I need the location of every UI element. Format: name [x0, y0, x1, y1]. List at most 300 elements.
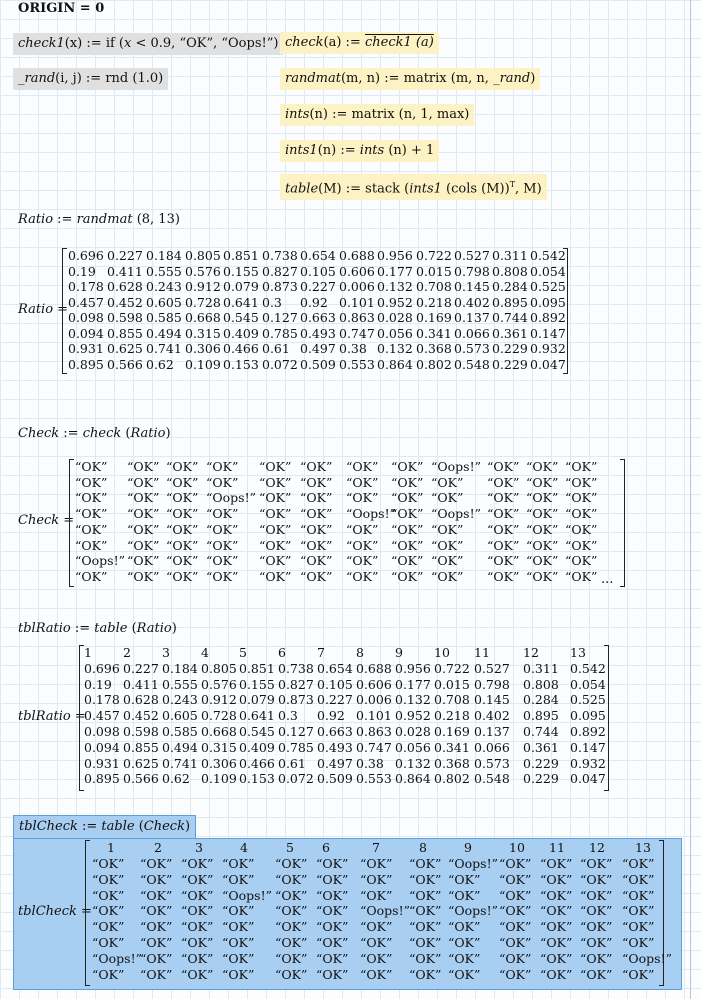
ratio-cell-r2-c5: 0.155	[223, 263, 259, 279]
ratio-cell-r7-c8: 0.38	[339, 341, 367, 356]
check-cell-r3-c8: “OK”	[391, 490, 424, 506]
check-definition[interactable]: check(a) := check1 (a)	[280, 32, 439, 54]
tblratio-cell-r6-c12: 0.361	[523, 739, 559, 755]
ratio-cell-r1-c6: 0.738	[262, 248, 298, 263]
tblcheck-cell-r6-c3: “OK”	[181, 935, 214, 950]
tblratio-cell-r2-c11: 0.798	[474, 676, 510, 692]
ratio-cell-r7-c3: 0.741	[146, 341, 182, 356]
tblcheck-cell-r8-c8: “OK”	[409, 966, 442, 982]
tblratio-cell-r0-c13: 13	[570, 645, 586, 660]
tblcheck-cell-r7-c11: “OK”	[540, 950, 573, 966]
tblcheck-header-c6: 6	[322, 840, 330, 855]
tblcheck-cell-r1-c11: “OK”	[540, 856, 573, 871]
ratio-cell-r6-c12: 0.361	[492, 325, 528, 341]
tblratio-cell-r5-c2: 0.598	[123, 724, 159, 739]
tblratio-cell-r7-c5: 0.466	[239, 755, 275, 771]
rand-definition[interactable]: _rand(i, j) := rnd (1.0)	[13, 68, 168, 90]
check-cell-r4-c11: “OK”	[526, 506, 559, 522]
ratio-cell-r7-c4: 0.306	[185, 341, 221, 356]
tblcheck-cell-r5-c4: “OK”	[222, 919, 255, 935]
tblratio-cell-r4-c10: 0.218	[434, 708, 470, 724]
tblratio-cell-r5-c12: 0.744	[523, 724, 559, 739]
tblratio-cell-r4-c8: 0.101	[356, 708, 392, 724]
tblratio-cell-r2-c8: 0.606	[356, 676, 392, 692]
tblratio-cell-r2-c10: 0.015	[434, 676, 470, 692]
check-cell-r4-c4: “OK”	[206, 506, 239, 522]
tblcheck-cell-r5-c3: “OK”	[181, 919, 214, 935]
tblratio-cell-r1-c5: 0.851	[239, 660, 275, 676]
tblcheck-cell-r4-c9: “Oops!”	[448, 903, 498, 919]
tblratio-cell-r6-c3: 0.494	[162, 739, 198, 755]
tblcheck-cell-r8-c3: “OK”	[181, 966, 214, 982]
tblcheck-header-c2: 2	[154, 840, 162, 855]
ratio-cell-r8-c9: 0.864	[377, 356, 413, 372]
tblratio-cell-r8-c3: 0.62	[162, 771, 190, 787]
tblcheck-cell-r2-c13: “OK”	[622, 871, 655, 887]
ratio-cell-r2-c7: 0.105	[300, 263, 336, 279]
tblratio-cell-r8-c10: 0.802	[434, 771, 470, 787]
tblcheck-cell-r1-c2: “OK”	[140, 856, 173, 871]
tblcheck-cell-r7-c2: “OK”	[140, 950, 173, 966]
ratio-cell-r4-c10: 0.218	[416, 294, 452, 310]
tblratio-cell-r6-c9: 0.056	[395, 739, 431, 755]
tblcheck-result-label: tblCheck =	[18, 904, 92, 919]
ratio-cell-r2-c13: 0.054	[530, 263, 566, 279]
tblratio-cell-r6-c10: 0.341	[434, 739, 470, 755]
ratio-cell-r1-c4: 0.805	[185, 248, 221, 263]
tblcheck-cell-r6-c6: “OK”	[316, 935, 349, 950]
tblcheck-header-c10: 10	[509, 840, 525, 855]
check-cell-r3-c11: “OK”	[526, 490, 559, 506]
tblcheck-cell-r6-c7: “OK”	[360, 935, 393, 950]
check-cell-r4-c10: “OK”	[487, 506, 520, 522]
ratio-cell-r2-c4: 0.576	[185, 263, 221, 279]
origin-region[interactable]: ORIGIN = 0	[18, 1, 105, 16]
tblcheck-cell-r3-c7: “OK”	[360, 887, 393, 903]
tblcheck-cell-r8-c13: “OK”	[622, 966, 655, 982]
tblcheck-cell-r8-c10: “OK”	[499, 966, 532, 982]
check-cell-r6-c3: “OK”	[166, 537, 199, 553]
check-cell-r5-c10: “OK”	[487, 521, 520, 537]
tblratio-cell-r0-c10: 10	[434, 645, 450, 660]
check-cell-r6-c4: “OK”	[206, 537, 239, 553]
tblratio-cell-r0-c6: 6	[278, 645, 286, 660]
tblratio-cell-r3-c8: 0.006	[356, 692, 392, 708]
tblcheck-cell-r8-c4: “OK”	[222, 966, 255, 982]
check-cell-r7-c1: “Oops!”	[75, 553, 125, 569]
check-cell-r8-c8: “OK”	[391, 568, 424, 584]
ratio-cell-r1-c3: 0.184	[146, 248, 182, 263]
check-cell-r1-c8: “OK”	[391, 459, 424, 474]
ratio-cell-r3-c4: 0.912	[185, 279, 221, 294]
check-cell-r5-c7: “OK”	[346, 521, 379, 537]
ratio-cell-r2-c11: 0.798	[454, 263, 490, 279]
tblratio-cell-r1-c7: 0.654	[317, 660, 353, 676]
tblratio-definition[interactable]: tblRatio := table (Ratio)	[18, 621, 177, 636]
ratio-cell-r6-c5: 0.409	[223, 325, 259, 341]
check-cell-r1-c4: “OK”	[206, 459, 239, 474]
tblratio-cell-r7-c4: 0.306	[201, 755, 237, 771]
check-cell-r5-c2: “OK”	[127, 521, 160, 537]
tblcheck-header-c1: 1	[107, 840, 115, 855]
check-cell-r2-c8: “OK”	[391, 474, 424, 490]
check-cell-r2-c12: “OK”	[565, 474, 598, 490]
tblratio-cell-r5-c4: 0.668	[201, 724, 237, 739]
tblratio-cell-r3-c10: 0.708	[434, 692, 470, 708]
tblratio-cell-r1-c9: 0.956	[395, 660, 431, 676]
tblcheck-header-c3: 3	[195, 840, 203, 855]
tblratio-cell-r0-c5: 5	[239, 645, 247, 660]
check-result-label: Check =	[18, 513, 75, 528]
tblcheck-cell-r1-c8: “OK”	[409, 856, 442, 871]
ratio-cell-r4-c7: 0.92	[300, 294, 328, 310]
check-ellipsis[interactable]: ...	[601, 572, 614, 587]
tblcheck-cell-r5-c2: “OK”	[140, 919, 173, 935]
check-cell-r6-c1: “OK”	[75, 537, 108, 553]
check-cell-r8-c2: “OK”	[127, 568, 160, 584]
tblratio-cell-r1-c1: 0.696	[84, 660, 120, 676]
check-cell-r1-c1: “OK”	[75, 459, 108, 474]
tblcheck-cell-r6-c9: “OK”	[448, 935, 481, 950]
ratio-cell-r1-c12: 0.311	[492, 248, 528, 263]
tblcheck-cell-r1-c10: “OK”	[499, 856, 532, 871]
ratio-cell-r6-c6: 0.785	[262, 325, 298, 341]
check-cell-r1-c5: “OK”	[259, 459, 292, 474]
tblcheck-cell-r2-c9: “OK”	[448, 871, 481, 887]
tblcheck-cell-r5-c5: “OK”	[275, 919, 308, 935]
check-cell-r8-c9: “OK”	[431, 568, 464, 584]
check-cell-r5-c6: “OK”	[300, 521, 333, 537]
tblcheck-cell-r2-c7: “OK”	[360, 871, 393, 887]
check-cell-r3-c1: “OK”	[75, 490, 108, 506]
ratio-cell-r3-c12: 0.284	[492, 279, 528, 294]
ratio-cell-r2-c3: 0.555	[146, 263, 182, 279]
ratio-cell-r8-c11: 0.548	[454, 356, 490, 372]
tblratio-cell-r7-c7: 0.497	[317, 755, 353, 771]
tblratio-cell-r4-c2: 0.452	[123, 708, 159, 724]
tblratio-cell-r0-c12: 12	[523, 645, 539, 660]
tblcheck-cell-r4-c6: “OK”	[316, 903, 349, 919]
tblratio-cell-r8-c11: 0.548	[474, 771, 510, 787]
tblcheck-cell-r7-c4: “OK”	[222, 950, 255, 966]
ratio-cell-r8-c6: 0.072	[262, 356, 298, 372]
check-cell-r4-c12: “OK”	[565, 506, 598, 522]
ratio-cell-r8-c5: 0.153	[223, 356, 259, 372]
tblcheck-cell-r6-c1: “OK”	[92, 935, 125, 950]
tblcheck-cell-r5-c9: “OK”	[448, 919, 481, 935]
tblratio-cell-r5-c10: 0.169	[434, 724, 470, 739]
tblratio-cell-r4-c1: 0.457	[84, 708, 120, 724]
tblcheck-header-c4: 4	[240, 840, 248, 855]
ratio-cell-r3-c13: 0.525	[530, 279, 566, 294]
tblcheck-header-c8: 8	[419, 840, 427, 855]
ratio-cell-r8-c8: 0.553	[339, 356, 375, 372]
ints1-definition[interactable]: ints1(n) := ints (n) + 1	[280, 140, 439, 162]
ratio-cell-r2-c1: 0.19	[68, 263, 96, 279]
ratio-cell-r2-c9: 0.177	[377, 263, 413, 279]
tblcheck-cell-r5-c1: “OK”	[92, 919, 125, 935]
tblratio-cell-r6-c2: 0.855	[123, 739, 159, 755]
ratio-cell-r6-c13: 0.147	[530, 325, 566, 341]
check-cell-r7-c2: “OK”	[127, 553, 160, 569]
ratio-cell-r4-c2: 0.452	[107, 294, 143, 310]
check-cell-r2-c10: “OK”	[487, 474, 520, 490]
ratio-left-bracket	[62, 248, 67, 374]
check-cell-r1-c7: “OK”	[346, 459, 379, 474]
tblratio-cell-r0-c3: 3	[162, 645, 170, 660]
tblcheck-cell-r8-c5: “OK”	[275, 966, 308, 982]
check-cell-r4-c6: “OK”	[300, 506, 333, 522]
check-cell-r7-c3: “OK”	[166, 553, 199, 569]
tblratio-cell-r2-c1: 0.19	[84, 676, 112, 692]
check-cell-r7-c6: “OK”	[300, 553, 333, 569]
tblcheck-cell-r7-c12: “OK”	[580, 950, 613, 966]
tblratio-cell-r2-c9: 0.177	[395, 676, 431, 692]
ratio-cell-r3-c11: 0.145	[454, 279, 490, 294]
check-cell-r1-c6: “OK”	[300, 459, 333, 474]
tblcheck-cell-r2-c1: “OK”	[92, 871, 125, 887]
randmat-definition[interactable]: randmat(m, n) := matrix (m, n, _rand)	[280, 68, 540, 90]
tblratio-cell-r0-c1: 1	[84, 645, 92, 660]
tblcheck-cell-r5-c11: “OK”	[540, 919, 573, 935]
ratio-cell-r6-c8: 0.747	[339, 325, 375, 341]
tblcheck-cell-r6-c10: “OK”	[499, 935, 532, 950]
ratio-cell-r1-c13: 0.542	[530, 248, 566, 263]
tblcheck-cell-r6-c5: “OK”	[275, 935, 308, 950]
check-cell-r3-c7: “OK”	[346, 490, 379, 506]
ratio-cell-r7-c6: 0.61	[262, 341, 290, 356]
tblratio-cell-r3-c9: 0.132	[395, 692, 431, 708]
ratio-cell-r6-c11: 0.066	[454, 325, 490, 341]
check-cell-r5-c3: “OK”	[166, 521, 199, 537]
ratio-cell-r7-c9: 0.132	[377, 341, 413, 356]
ratio-cell-r5-c8: 0.863	[339, 310, 375, 325]
tblratio-cell-r7-c2: 0.625	[123, 755, 159, 771]
ratio-cell-r8-c7: 0.509	[300, 356, 336, 372]
tblratio-cell-r4-c13: 0.095	[570, 708, 606, 724]
ratio-cell-r8-c4: 0.109	[185, 356, 221, 372]
tblratio-cell-r2-c13: 0.054	[570, 676, 606, 692]
tblratio-cell-r5-c7: 0.663	[317, 724, 353, 739]
ratio-cell-r1-c10: 0.722	[416, 248, 452, 263]
tblcheck-cell-r6-c2: “OK”	[140, 935, 173, 950]
ratio-cell-r6-c1: 0.094	[68, 325, 104, 341]
tblratio-cell-r3-c2: 0.628	[123, 692, 159, 708]
tblratio-cell-r3-c3: 0.243	[162, 692, 198, 708]
ratio-cell-r4-c1: 0.457	[68, 294, 104, 310]
check-cell-r4-c2: “OK”	[127, 506, 160, 522]
tblratio-cell-r1-c6: 0.738	[278, 660, 314, 676]
tblratio-cell-r2-c12: 0.808	[523, 676, 559, 692]
ratio-cell-r8-c10: 0.802	[416, 356, 452, 372]
check-cell-r3-c6: “OK”	[300, 490, 333, 506]
tblratio-cell-r7-c13: 0.932	[570, 755, 606, 771]
check-cell-r1-c3: “OK”	[166, 459, 199, 474]
tblcheck-cell-r5-c12: “OK”	[580, 919, 613, 935]
tblcheck-cell-r8-c11: “OK”	[540, 966, 573, 982]
tblratio-cell-r0-c7: 7	[317, 645, 325, 660]
tblcheck-cell-r3-c1: “OK”	[92, 887, 125, 903]
ratio-cell-r1-c5: 0.851	[223, 248, 259, 263]
ratio-cell-r2-c6: 0.827	[262, 263, 298, 279]
tblratio-cell-r1-c4: 0.805	[201, 660, 237, 676]
tblratio-cell-r1-c2: 0.227	[123, 660, 159, 676]
tblratio-cell-r8-c12: 0.229	[523, 771, 559, 787]
ratio-cell-r4-c13: 0.095	[530, 294, 566, 310]
check-cell-r1-c2: “OK”	[127, 459, 160, 474]
tblcheck-cell-r1-c6: “OK”	[316, 856, 349, 871]
tblcheck-cell-r3-c3: “OK”	[181, 887, 214, 903]
tblcheck-cell-r7-c13: “Oops!”	[622, 950, 672, 966]
table-definition[interactable]: table(M) := stack (ints1 (cols (M))$^T$, M)	[280, 174, 547, 200]
check-cell-r2-c9: “OK”	[431, 474, 464, 490]
ratio-cell-r4-c9: 0.952	[377, 294, 413, 310]
tblcheck-cell-r7-c7: “OK”	[360, 950, 393, 966]
tblratio-cell-r8-c9: 0.864	[395, 771, 431, 787]
ratio-cell-r1-c11: 0.527	[454, 248, 490, 263]
tblratio-cell-r4-c5: 0.641	[239, 708, 275, 724]
ratio-cell-r5-c9: 0.028	[377, 310, 413, 325]
tblcheck-cell-r3-c12: “OK”	[580, 887, 613, 903]
tblcheck-header-c5: 5	[286, 840, 294, 855]
tblratio-cell-r4-c9: 0.952	[395, 708, 431, 724]
ratio-cell-r4-c3: 0.605	[146, 294, 182, 310]
check-cell-r2-c11: “OK”	[526, 474, 559, 490]
tblratio-cell-r1-c10: 0.722	[434, 660, 470, 676]
tblcheck-cell-r1-c1: “OK”	[92, 856, 125, 871]
tblcheck-cell-r4-c10: “OK”	[499, 903, 532, 919]
check-cell-r2-c1: “OK”	[75, 474, 108, 490]
check1-definition[interactable]: check1(x) := if (x < 0.9, “OK”, “Oops!”)	[13, 33, 283, 55]
ratio-cell-r5-c5: 0.545	[223, 310, 259, 325]
tblcheck-definition[interactable]: tblCheck := table (Check)	[13, 815, 196, 839]
check-cell-r2-c6: “OK”	[300, 474, 333, 490]
tblcheck-cell-r3-c6: “OK”	[316, 887, 349, 903]
tblcheck-cell-r5-c13: “OK”	[622, 919, 655, 935]
ratio-cell-r8-c2: 0.566	[107, 356, 143, 372]
tblratio-cell-r3-c7: 0.227	[317, 692, 353, 708]
check-cell-r7-c11: “OK”	[526, 553, 559, 569]
ratio-cell-r1-c9: 0.956	[377, 248, 413, 263]
check-matrix-definition[interactable]: Check := check (Ratio)	[18, 426, 171, 441]
check-cell-r3-c3: “OK”	[166, 490, 199, 506]
tblratio-cell-r0-c4: 4	[201, 645, 209, 660]
tblratio-cell-r5-c1: 0.098	[84, 724, 120, 739]
tblratio-cell-r6-c7: 0.493	[317, 739, 353, 755]
ratio-definition[interactable]: Ratio := randmat (8, 13)	[18, 212, 180, 227]
tblcheck-header-c12: 12	[589, 840, 605, 855]
ratio-cell-r3-c8: 0.006	[339, 279, 375, 294]
ratio-cell-r5-c4: 0.668	[185, 310, 221, 325]
check-cell-r7-c10: “OK”	[487, 553, 520, 569]
tblratio-cell-r4-c12: 0.895	[523, 708, 559, 724]
tblratio-cell-r7-c3: 0.741	[162, 755, 198, 771]
ratio-cell-r5-c11: 0.137	[454, 310, 490, 325]
tblcheck-cell-r1-c7: “OK”	[360, 856, 393, 871]
tblcheck-cell-r2-c10: “OK”	[499, 871, 532, 887]
ratio-cell-r8-c12: 0.229	[492, 356, 528, 372]
ratio-cell-r8-c13: 0.047	[530, 356, 566, 372]
ratio-cell-r1-c1: 0.696	[68, 248, 104, 263]
tblcheck-cell-r4-c4: “OK”	[222, 903, 255, 919]
tblcheck-cell-r3-c2: “OK”	[140, 887, 173, 903]
tblratio-cell-r5-c5: 0.545	[239, 724, 275, 739]
tblratio-cell-r4-c3: 0.605	[162, 708, 198, 724]
tblcheck-cell-r5-c6: “OK”	[316, 919, 349, 935]
check-cell-r3-c10: “OK”	[487, 490, 520, 506]
tblcheck-cell-r8-c7: “OK”	[360, 966, 393, 982]
tblcheck-cell-r7-c5: “OK”	[275, 950, 308, 966]
check-cell-r1-c11: “OK”	[526, 459, 559, 474]
check-cell-r8-c5: “OK”	[259, 568, 292, 584]
check-cell-r8-c3: “OK”	[166, 568, 199, 584]
ratio-cell-r2-c10: 0.015	[416, 263, 452, 279]
ratio-cell-r7-c1: 0.931	[68, 341, 104, 356]
check-cell-r6-c5: “OK”	[259, 537, 292, 553]
ratio-cell-r1-c8: 0.688	[339, 248, 375, 263]
tblratio-cell-r5-c6: 0.127	[278, 724, 314, 739]
check-cell-r7-c7: “OK”	[346, 553, 379, 569]
check-cell-r2-c5: “OK”	[259, 474, 292, 490]
ratio-cell-r3-c3: 0.243	[146, 279, 182, 294]
check-cell-r1-c9: “Oops!”	[431, 459, 481, 474]
tblcheck-cell-r3-c4: “Oops!”	[222, 887, 272, 903]
tblratio-cell-r0-c2: 2	[123, 645, 131, 660]
tblcheck-cell-r4-c13: “OK”	[622, 903, 655, 919]
ratio-cell-r8-c1: 0.895	[68, 356, 104, 372]
check-cell-r4-c7: “Oops!”	[346, 506, 396, 522]
tblcheck-header-c7: 7	[372, 840, 380, 855]
check-cell-r8-c7: “OK”	[346, 568, 379, 584]
tblratio-cell-r8-c2: 0.566	[123, 771, 159, 787]
ratio-cell-r7-c13: 0.932	[530, 341, 566, 356]
tblratio-cell-r3-c11: 0.145	[474, 692, 510, 708]
tblcheck-cell-r3-c13: “OK”	[622, 887, 655, 903]
tblratio-cell-r8-c5: 0.153	[239, 771, 275, 787]
tblratio-cell-r4-c4: 0.728	[201, 708, 237, 724]
tblcheck-cell-r2-c4: “OK”	[222, 871, 255, 887]
ratio-cell-r3-c9: 0.132	[377, 279, 413, 294]
tblcheck-cell-r7-c8: “OK”	[409, 950, 442, 966]
tblcheck-cell-r4-c2: “OK”	[140, 903, 173, 919]
tblcheck-header-c9: 9	[464, 840, 472, 855]
page-margin-line	[690, 0, 691, 999]
tblcheck-cell-r8-c9: “OK”	[448, 966, 481, 982]
tblcheck-cell-r2-c6: “OK”	[316, 871, 349, 887]
check-cell-r1-c12: “OK”	[565, 459, 598, 474]
ratio-cell-r5-c3: 0.585	[146, 310, 182, 325]
check-cell-r2-c2: “OK”	[127, 474, 160, 490]
check-left-bracket	[69, 459, 74, 587]
check-cell-r2-c7: “OK”	[346, 474, 379, 490]
tblratio-cell-r6-c5: 0.409	[239, 739, 275, 755]
tblratio-cell-r6-c13: 0.147	[570, 739, 606, 755]
check-cell-r1-c10: “OK”	[487, 459, 520, 474]
check-cell-r8-c4: “OK”	[206, 568, 239, 584]
ratio-cell-r5-c10: 0.169	[416, 310, 452, 325]
tblratio-cell-r7-c8: 0.38	[356, 755, 384, 771]
tblratio-cell-r4-c6: 0.3	[278, 708, 298, 724]
tblcheck-cell-r6-c13: “OK”	[622, 935, 655, 950]
tblratio-cell-r4-c7: 0.92	[317, 708, 345, 724]
tblratio-cell-r7-c9: 0.132	[395, 755, 431, 771]
ratio-cell-r2-c2: 0.411	[107, 263, 143, 279]
ints-definition[interactable]: ints(n) := matrix (n, 1, max)	[280, 104, 474, 126]
tblratio-result-label: tblRatio =	[18, 709, 86, 724]
check-cell-r5-c12: “OK”	[565, 521, 598, 537]
check-cell-r8-c1: “OK”	[75, 568, 108, 584]
tblratio-cell-r6-c6: 0.785	[278, 739, 314, 755]
